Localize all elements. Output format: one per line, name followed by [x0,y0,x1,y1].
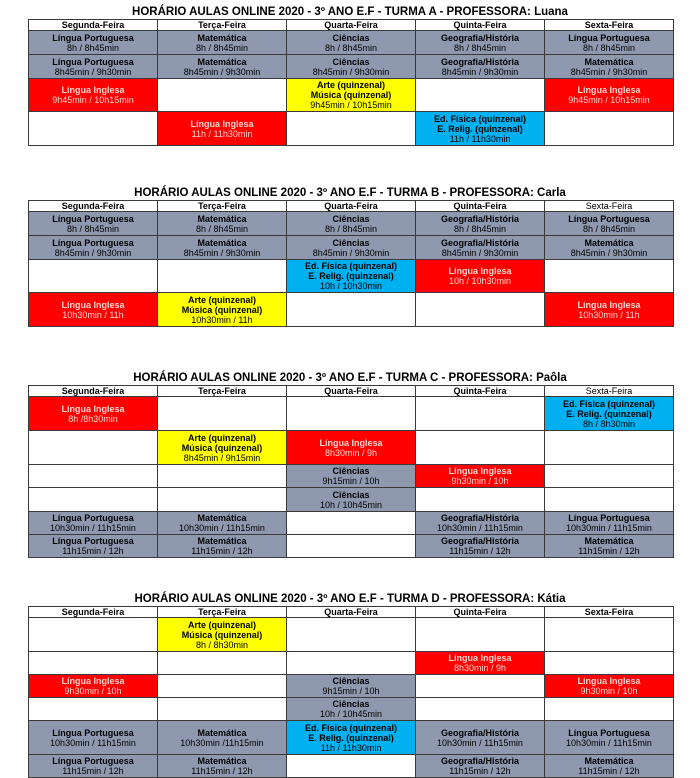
day-header: Quinta-Feira [416,386,545,397]
time-label: 9h45min / 10h15min [52,95,134,105]
empty-cell [287,535,416,558]
day-header: Quinta-Feira [416,20,545,31]
subject-label: Matemática [197,237,247,248]
subject-label: Língua Inglesa [319,437,383,448]
empty-cell [287,112,416,146]
subject-label: Arte (quinzenal) [316,80,385,90]
time-label: 10h30min / 11h15min [566,737,652,748]
table-row [29,293,674,327]
schedule-title: HORÁRIO AULAS ONLINE 2020 - 3º ANO E.F - TURMA D - PROFESSORA: Kátia [134,593,566,605]
class-cell [545,236,674,260]
time-label: 11h / 11h30min [449,133,511,144]
empty-cell [29,431,158,465]
time-label: 8h / 8h30min [582,418,636,429]
class-cell [416,112,545,146]
subject-label: E. Relig. (quinzenal) [566,408,652,419]
time-label: 10h30min /11h15min [180,737,264,748]
subject-label: Geografia/História [440,237,520,248]
header-row [29,201,674,212]
class-cell [158,618,287,652]
empty-cell [29,260,158,293]
time-label: 8h45min / 9h30min [183,66,261,77]
class-cell [545,675,674,698]
class-cell [287,236,416,260]
subject-label: Língua Inglesa [61,403,125,414]
day-header: Segunda-Feira [29,20,158,31]
time-label: 10h30min / 11h15min [50,523,136,533]
class-cell [158,55,287,79]
table-row [29,236,674,260]
day-header: Sexta-Feira [545,607,674,618]
class-cell [158,431,287,465]
subject-label: Ciências [332,237,370,248]
time-label: 10h30min / 11h15min [566,523,652,533]
header-row [29,386,674,397]
class-cell [29,79,158,112]
subject-label: Língua Portuguesa [52,32,134,43]
class-cell [416,465,545,488]
subject-label: E. Relig. (quinzenal) [308,732,394,743]
class-cell [158,535,287,558]
time-label: 9h45min / 10h15min [568,95,650,105]
empty-cell [416,488,545,512]
day-header: Segunda-Feira [29,201,158,212]
table-row [29,721,674,755]
subject-label: Música (quinzenal) [310,90,392,100]
class-cell [287,55,416,79]
time-label: 10h / 10h30min [319,281,383,291]
time-label: 10h30min / 11h15min [179,523,265,533]
time-label: 10h30min / 11h [62,309,124,320]
time-label: 10h30min / 11h15min [50,737,136,748]
subject-label: Matemática [197,513,247,523]
time-label: 9h30min / 10h [64,686,122,696]
day-header: Sexta-Feira [545,20,674,31]
subject-label: Língua Inglesa [61,299,125,310]
time-label: 11h15min / 12h [62,546,124,556]
class-cell [29,236,158,260]
time-label: 10h30min / 11h [191,314,253,325]
time-label: 8h45min / 9h30min [54,66,132,77]
day-header: Quarta-Feira [287,386,416,397]
class-cell [29,293,158,327]
schedule-table [28,606,674,778]
class-cell [158,31,287,55]
subject-label: Língua Inglesa [448,266,512,276]
time-label: 9h30min / 10h [580,686,638,696]
empty-cell [158,397,287,431]
empty-cell [158,488,287,512]
time-label: 8h45min / 9h30min [54,247,132,258]
time-label: 9h15min / 10h [322,476,380,486]
subject-label: Ed. Física (quinzenal) [433,113,526,124]
subject-label: Geografia/História [440,32,520,43]
class-cell [416,535,545,558]
time-label: 8h45min / 9h15min [183,452,261,463]
class-cell [545,79,674,112]
time-label: 10h30min / 11h15min [437,737,523,748]
table-row [29,675,674,698]
empty-cell [287,293,416,327]
day-header: Sexta-Feira [545,201,674,212]
empty-cell [545,431,674,465]
class-cell [158,112,287,146]
class-cell [545,293,674,327]
empty-cell [545,618,674,652]
empty-cell [158,260,287,293]
time-label: 8h / 8h45min [195,42,249,53]
class-cell [158,236,287,260]
time-label: 8h45min / 9h30min [183,247,261,258]
empty-cell [416,293,545,327]
table-row [29,431,674,465]
class-cell [545,55,674,79]
time-label: 10h / 10h45min [319,499,383,510]
day-header: Terça-Feira [158,20,287,31]
empty-cell [416,618,545,652]
empty-cell [416,675,545,698]
class-cell [416,652,545,675]
subject-label: Geografia/História [440,727,520,738]
subject-label: Música (quinzenal) [181,304,263,315]
class-cell [29,675,158,698]
time-label: 11h / 11h30min [320,742,382,753]
subject-label: Língua Portuguesa [52,536,134,546]
time-label: 10h30min / 11h [578,309,640,320]
class-cell [545,31,674,55]
empty-cell [29,112,158,146]
class-cell [29,755,158,778]
time-label: 8h / 8h45min [195,223,249,234]
class-cell [29,31,158,55]
subject-label: Língua Portuguesa [52,513,134,523]
time-label: 8h45min / 9h30min [441,247,519,258]
class-cell [29,397,158,431]
subject-label: E. Relig. (quinzenal) [437,123,523,134]
subject-label: Ciências [332,699,370,709]
subject-label: E. Relig. (quinzenal) [308,271,394,281]
empty-cell [29,488,158,512]
time-label: 8h / 8h45min [66,223,120,234]
subject-label: Ed. Física (quinzenal) [304,261,397,271]
subject-label: Língua Inglesa [448,653,512,663]
empty-cell [416,431,545,465]
subject-label: Ciências [332,466,370,476]
subject-label: Matemática [584,237,634,248]
class-cell [545,535,674,558]
class-cell [287,260,416,293]
time-label: 9h45min / 10h15min [310,100,392,110]
subject-label: Língua Portuguesa [568,513,650,523]
table-row [29,31,674,55]
empty-cell [545,260,674,293]
subject-label: Ciências [332,213,370,224]
subject-label: Língua Inglesa [577,299,641,310]
subject-label: Língua Portuguesa [52,56,134,67]
table-row [29,618,674,652]
class-cell [29,55,158,79]
class-cell [287,698,416,721]
empty-cell [416,698,545,721]
empty-cell [287,512,416,535]
day-header: Quarta-Feira [287,20,416,31]
empty-cell [545,698,674,721]
subject-label: Matemática [197,213,247,224]
table-row [29,535,674,558]
class-cell [287,79,416,112]
time-label: 8h / 8h30min [195,639,249,650]
day-header: Segunda-Feira [29,386,158,397]
schedule-turma-c [28,372,672,558]
class-cell [545,512,674,535]
empty-cell [158,652,287,675]
subject-label: Música (quinzenal) [181,629,263,640]
class-cell [29,512,158,535]
table-row [29,755,674,778]
schedule-title: HORÁRIO AULAS ONLINE 2020 - 3º ANO E.F - TURMA B - PROFESSORA: Carla [134,187,566,199]
table-row [29,698,674,721]
subject-label: Língua Inglesa [577,85,641,95]
class-cell [416,260,545,293]
class-cell [545,212,674,236]
class-cell [158,755,287,778]
table-row [29,488,674,512]
schedule-table [28,19,674,146]
subject-label: Ed. Física (quinzenal) [304,722,397,733]
class-cell [29,212,158,236]
empty-cell [158,465,287,488]
empty-cell [29,465,158,488]
subject-label: Arte (quinzenal) [187,619,256,630]
class-cell [416,721,545,755]
class-cell [416,755,545,778]
subject-label: Língua Portuguesa [568,727,650,738]
day-header: Quinta-Feira [416,201,545,212]
class-cell [416,212,545,236]
table-row [29,260,674,293]
empty-cell [158,698,287,721]
table-row [29,55,674,79]
time-label: 8h / 8h45min [324,223,378,234]
class-cell [158,512,287,535]
table-row [29,465,674,488]
table-row [29,652,674,675]
empty-cell [416,79,545,112]
class-cell [287,31,416,55]
subject-label: Língua Inglesa [61,676,125,686]
subject-label: Matemática [584,56,634,67]
header-row [29,20,674,31]
empty-cell [158,675,287,698]
subject-label: Língua Portuguesa [52,237,134,248]
time-label: 8h45min / 9h30min [312,247,390,258]
day-header: Quinta-Feira [416,607,545,618]
class-cell [287,431,416,465]
day-header: Segunda-Feira [29,607,158,618]
empty-cell [545,112,674,146]
time-label: 8h45min / 9h30min [312,66,390,77]
table-row [29,112,674,146]
class-cell [416,55,545,79]
empty-cell [29,698,158,721]
subject-label: Língua Portuguesa [52,756,134,766]
day-header: Sexta-Feira [545,386,674,397]
class-cell [158,293,287,327]
day-header: Terça-Feira [158,201,287,212]
subject-label: Matemática [197,727,247,738]
time-label: 9h30min / 10h [451,476,509,486]
time-label: 8h / 8h45min [324,42,378,53]
class-cell [287,721,416,755]
empty-cell [158,79,287,112]
subject-label: Língua Portuguesa [52,727,134,738]
empty-cell [287,397,416,431]
class-cell [545,721,674,755]
class-cell [287,488,416,512]
subject-label: Ciências [332,489,370,500]
subject-label: Matemática [584,536,634,546]
subject-label: Língua Inglesa [448,466,512,476]
time-label: 8h / 8h45min [453,223,507,234]
time-label: 8h30min / 9h [453,663,507,673]
day-header: Quarta-Feira [287,607,416,618]
subject-label: Ciências [332,676,370,686]
class-cell [158,721,287,755]
time-label: 8h45min / 9h30min [570,66,648,77]
class-cell [545,397,674,431]
subject-label: Matemática [197,56,247,67]
class-cell [158,212,287,236]
subject-label: Geografia/História [440,213,520,224]
schedule-title: HORÁRIO AULAS ONLINE 2020 - 3º ANO E.F - TURMA A - PROFESSORA: Luana [132,6,568,18]
empty-cell [29,652,158,675]
empty-cell [29,618,158,652]
subject-label: Geografia/História [440,756,520,766]
time-label: 11h15min / 12h [191,546,253,556]
time-label: 11h15min / 12h [578,766,640,776]
empty-cell [545,465,674,488]
time-label: 11h15min / 12h [62,766,124,776]
time-label: 8h / 8h45min [582,42,636,53]
class-cell [416,512,545,535]
time-label: 10h30min / 11h15min [437,523,523,533]
class-cell [416,31,545,55]
subject-label: Geografia/História [440,56,520,67]
day-header: Terça-Feira [158,607,287,618]
time-label: 8h45min / 9h30min [570,247,648,258]
subject-label: Geografia/História [440,513,520,523]
schedule-turma-d [28,593,672,778]
time-label: 10h / 10h30min [448,276,512,286]
subject-label: Matemática [197,32,247,43]
table-row [29,79,674,112]
subject-label: Língua Portuguesa [568,213,650,224]
subject-label: Língua Inglesa [190,118,254,129]
table-row [29,397,674,431]
subject-label: Ciências [332,56,370,67]
subject-label: Língua Portuguesa [52,213,134,224]
time-label: 8h / 8h45min [582,223,636,234]
subject-label: Arte (quinzenal) [187,432,256,443]
day-header: Terça-Feira [158,386,287,397]
class-cell [545,755,674,778]
time-label: 8h30min / 9h [324,447,378,458]
subject-label: Matemática [197,536,247,546]
time-label: 11h / 11h30min [191,128,253,139]
time-label: 11h15min / 12h [449,766,511,776]
subject-label: Música (quinzenal) [181,442,263,453]
schedule-table [28,200,674,327]
empty-cell [287,618,416,652]
subject-label: Língua Portuguesa [568,32,650,43]
empty-cell [416,397,545,431]
time-label: 9h15min / 10h [322,686,380,696]
class-cell [29,721,158,755]
time-label: 11h15min / 12h [449,546,511,556]
empty-cell [545,652,674,675]
subject-label: Língua Inglesa [577,676,641,686]
subject-label: Matemática [197,756,247,766]
time-label: 8h45min / 9h30min [441,66,519,77]
table-row [29,512,674,535]
time-label: 8h / 8h45min [66,42,120,53]
header-row [29,607,674,618]
class-cell [416,236,545,260]
empty-cell [545,488,674,512]
subject-label: Ciências [332,32,370,43]
schedule-turma-a [28,6,672,146]
schedule-turma-b [28,187,672,327]
subject-label: Língua Inglesa [61,85,125,95]
class-cell [287,465,416,488]
day-header: Quarta-Feira [287,201,416,212]
time-label: 11h15min / 12h [191,766,253,776]
empty-cell [287,652,416,675]
class-cell [29,535,158,558]
empty-cell [287,755,416,778]
schedule-title: HORÁRIO AULAS ONLINE 2020 - 3º ANO E.F - TURMA C - PROFESSORA: Paôla [133,372,567,384]
time-label: 11h15min / 12h [578,546,640,556]
table-row [29,212,674,236]
class-cell [287,675,416,698]
class-cell [287,212,416,236]
subject-label: Ed. Física (quinzenal) [562,398,655,409]
time-label: 10h / 10h45min [319,709,383,719]
subject-label: Matemática [584,756,634,766]
subject-label: Arte (quinzenal) [187,294,256,305]
time-label: 8h / 8h45min [453,42,507,53]
time-label: 8h /8h30min [68,413,118,424]
subject-label: Geografia/História [440,536,520,546]
schedule-table [28,385,674,558]
